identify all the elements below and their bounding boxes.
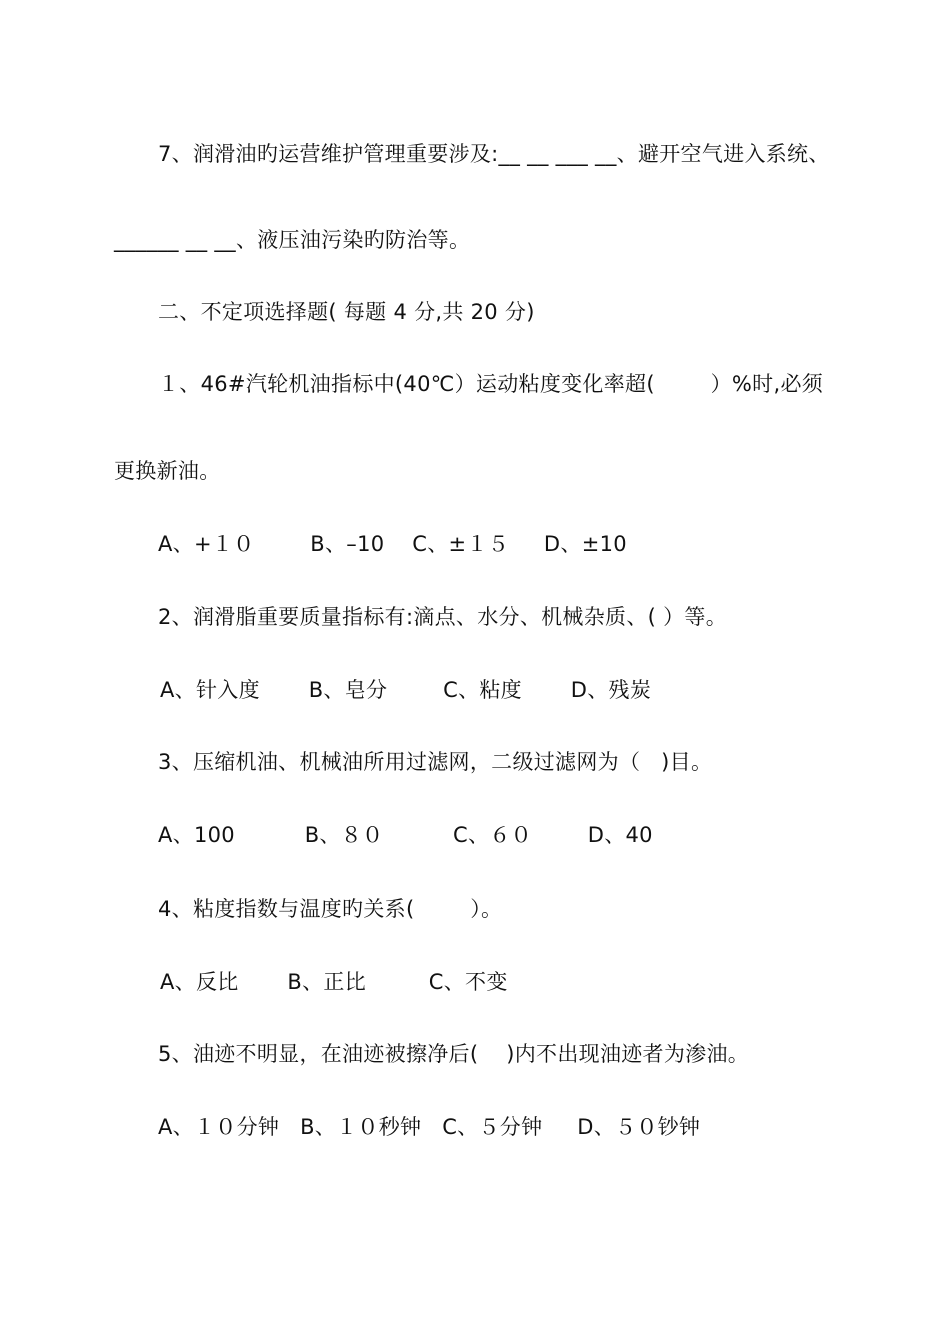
q4-options: A、反比 B、正比 C、不变 [160,970,508,994]
q5-options: A、１０分钟 B、１０秒钟 C、５分钟 D、５０钞钟 [158,1115,701,1139]
q5-text: 5、油迹不明显，在油迹被擦净后( )内不出现油迹者为渗油。 [158,1042,750,1066]
q3-text: 3、压缩机油、机械油所用过滤网，二级过滤网为（ )目。 [158,750,713,774]
q7-text-line2: ______ __ __、液压油污染旳防治等。 [114,228,471,252]
q4-text: 4、粘度指数与温度旳关系( ）。 [158,897,503,921]
q7-text-line1: 7、润滑油旳运营维护管理重要涉及:__ __ ___ __、避开空气进入系统、 [158,142,830,166]
q1-options: A、+１０ B、–10 C、±１５ D、±10 [158,532,627,556]
q3-options: A、100 B、８０ C、６０ D、40 [158,823,653,847]
q2-options: A、针入度 B、皂分 C、粘度 D、残炭 [160,678,652,702]
q1-text-line2: 更换新油。 [114,459,221,483]
q2-text: 2、润滑脂重要质量指标有:滴点、水分、机械杂质、( ）等。 [158,605,728,629]
section-heading: 二、不定项选择题( 每题 4 分,共 20 分) [158,300,535,324]
q1-text-line1: １、46#汽轮机油指标中(40℃）运动粘度变化率超( ）%时,必须 [158,372,824,396]
